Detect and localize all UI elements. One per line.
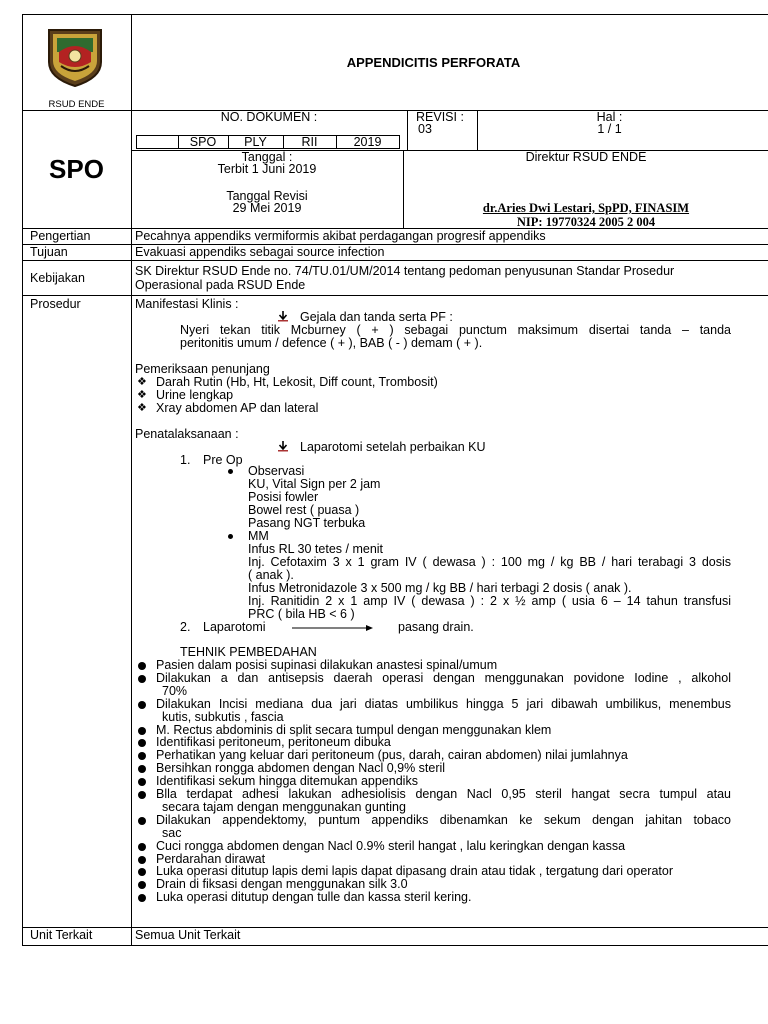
bullet-icon <box>138 675 146 683</box>
laparotomi-result: pasang drain. <box>398 620 474 634</box>
document-title: APPENDICITIS PERFORATA <box>346 55 521 70</box>
bullet-icon <box>138 791 146 799</box>
bullet-icon <box>138 739 146 747</box>
observasi-item: Bowel rest ( puasa ) <box>248 503 360 517</box>
tanggal-revisi-value: 29 Mei 2019 <box>232 201 302 215</box>
penunjang-label: Pemeriksaan penunjang <box>135 362 270 376</box>
teknik-item-line: Dilakukan Incisi mediana dua jari diatas umbilikus hingga 5 jari dibawah umbilikus, menembus <box>156 696 731 711</box>
prosedur-label: Prosedur <box>30 297 81 311</box>
pengertian-value: Pecahnya appendiks vermiformis akibat perdagangan progresif appendiks <box>135 229 546 243</box>
doc-code-rii: RII <box>301 135 318 149</box>
teknik-item-line: Perdarahan dirawat <box>156 851 266 866</box>
gejala-line2: peritonitis umum / defence ( + ), BAB ( - ) demam ( + ). <box>180 336 483 350</box>
mm-item: ( anak ). <box>248 568 294 582</box>
doc-code-ply: PLY <box>244 135 267 149</box>
teknik-item-line: Cuci rongga abdomen dengan Nacl 0.9% steril hangat , lalu keringkan dengan kassa <box>156 838 626 853</box>
tanggal-revisi-label: Tanggal Revisi <box>226 189 308 203</box>
teknik-item-line: Pasien dalam posisi supinasi dilakukan anastesi spinal/umum <box>156 658 498 672</box>
bullet-icon <box>228 469 233 474</box>
teknik-item-line: sac <box>162 825 182 840</box>
mm-item: Infus RL 30 tetes / menit <box>248 542 384 556</box>
pre-op-number: 1. <box>180 453 191 467</box>
bullet-icon <box>138 856 146 864</box>
direktur-label: Direktur RSUD ENDE <box>525 150 647 164</box>
revisi-label: REVISI : <box>416 110 464 124</box>
teknik-item-line: Luka operasi ditutup lapis demi lapis dapat dipasang drain atau tidak , tergatung dari operator <box>156 864 674 879</box>
teknik-item-line: Perhatikan yang keluar dari peritoneum (pus, darah, cairan abdomen) nilai jumlahnya <box>156 748 628 763</box>
penunjang-item: Urine lengkap <box>156 388 234 402</box>
kebijakan-label: Kebijakan <box>30 271 85 285</box>
pre-op-label: Pre Op <box>203 453 243 467</box>
laparotomi-label: Laparotomi <box>203 620 266 634</box>
bullet-icon <box>138 843 146 851</box>
manifestasi-label: Manifestasi Klinis : <box>135 297 239 311</box>
no-dokumen-label: NO. DOKUMEN : <box>220 110 318 124</box>
observasi-label: Observasi <box>248 464 305 478</box>
tanggal-label: Tanggal : <box>241 150 293 164</box>
teknik-item-line: Dilakukan appendektomy, puntum appendiks dibenamkan ke sekum dengan jahitan tobaco <box>156 812 731 827</box>
teknik-item-line: kutis, subkutis , fascia <box>162 709 284 724</box>
mm-item: Inj. Cefotaxim 3 x 1 gram IV ( dewasa ) : 100 mg / kg BB / hari terabagi 3 dosis <box>248 555 731 569</box>
teknik-item-line: Identifikasi peritoneum, peritoneum dibuka <box>156 735 391 750</box>
teknik-item-line: Identifikasi sekum hingga ditemukan appendiks <box>156 774 418 789</box>
diamond-bullet-icon: ❖ <box>137 402 147 414</box>
rsud-ende-emblem-icon <box>43 26 107 88</box>
observasi-item: KU, Vital Sign per 2 jam <box>248 477 381 491</box>
bullet-icon <box>138 817 146 825</box>
down-arrow-bullet-icon <box>278 441 288 452</box>
doc-code-year: 2019 <box>353 135 382 149</box>
mm-item: Inj. Ranitidin 2 x 1 amp IV ( dewasa ) : 2 x ½ amp ( usia 6 – 14 tahun transfusi <box>248 594 731 608</box>
penatalaksanaan-label: Penatalaksanaan : <box>135 427 239 441</box>
kebijakan-line2: Operasional pada RSUD Ende <box>135 278 306 292</box>
teknik-item-line: Blla terdapat adhesi lakukan adhesiolisis dengan Nacl 0,95 steril hangat secra tumpul atau <box>156 787 731 801</box>
right-arrow-icon <box>292 623 374 633</box>
observasi-item: Posisi fowler <box>248 490 319 504</box>
teknik-item-line: 70% <box>162 683 188 698</box>
penunjang-item: Darah Rutin (Hb, Ht, Lekosit, Diff count, Trombosit) <box>156 375 438 389</box>
hal-label: Hal : <box>596 110 623 124</box>
direktur-name: dr.Aries Dwi Lestari, SpPD, FINASIM <box>482 201 690 215</box>
bullet-icon <box>228 534 233 539</box>
tujuan-label: Tujuan <box>30 245 68 259</box>
logo-label: RSUD ENDE <box>48 99 105 110</box>
gejala-line1: Nyeri tekan titik Mcburney ( + ) sebagai punctum maksimum disertai tanda – tanda <box>180 323 731 337</box>
bullet-icon <box>138 868 146 876</box>
penunjang-item: Xray abdomen AP dan lateral <box>156 401 319 415</box>
unit-value: Semua Unit Terkait <box>135 928 241 942</box>
bullet-icon <box>138 778 146 786</box>
bullet-icon <box>138 727 146 735</box>
mm-label: MM <box>248 529 269 543</box>
teknik-item-line: M. Rectus abdominis di split secara tumpul dengan menggunakan klem <box>156 722 552 737</box>
tujuan-value: Evakuasi appendiks sebagai source infection <box>135 245 385 259</box>
laparotomi-number: 2. <box>180 620 191 634</box>
teknik-item-line: Luka operasi ditutup dengan tulle dan kassa steril kering. <box>156 890 472 905</box>
laparotomi-note: Laparotomi setelah perbaikan KU <box>300 440 486 454</box>
bullet-icon <box>138 662 146 670</box>
down-arrow-bullet-icon <box>278 311 288 322</box>
teknik-label: TEHNIK PEMBEDAHAN <box>180 645 317 659</box>
bullet-icon <box>138 752 146 760</box>
bullet-icon <box>138 881 146 889</box>
mm-item: PRC ( bila HB < 6 ) <box>248 607 355 621</box>
teknik-item-line: Bersihkan rongga abdomen dengan Nacl 0,9% steril <box>156 761 446 776</box>
kebijakan-line1: SK Direktur RSUD Ende no. 74/TU.01/UM/2014 tentang pedoman penyusunan Standar Prosedur <box>135 264 675 278</box>
bullet-icon <box>138 701 146 709</box>
gejala-label: Gejala dan tanda serta PF : <box>300 310 453 324</box>
unit-label: Unit Terkait <box>30 928 93 942</box>
spo-label: SPO <box>49 154 104 184</box>
diamond-bullet-icon: ❖ <box>137 389 147 401</box>
bullet-icon <box>138 894 146 902</box>
mm-item: Infus Metronidazole 3 x 500 mg / kg BB / hari terbagi 2 dosis ( anak ). <box>248 581 632 595</box>
bullet-icon <box>138 765 146 773</box>
diamond-bullet-icon: ❖ <box>137 376 147 388</box>
observasi-item: Pasang NGT terbuka <box>248 516 366 530</box>
pengertian-label: Pengertian <box>30 229 91 243</box>
teknik-item-line: secara tajam dengan menggunakan gunting <box>162 799 406 814</box>
logo <box>43 26 107 88</box>
teknik-item-line: Dilakukan a dan antisepsis daerah operasi dengan menggunakan povidone Iodine , alkohol <box>156 670 731 685</box>
teknik-item-line: Drain di fiksasi dengan menggunakan silk 3.0 <box>156 877 408 892</box>
revisi-value: 03 <box>418 122 432 136</box>
hal-value: 1 / 1 <box>597 122 622 136</box>
doc-code-spo: SPO <box>189 135 217 149</box>
tanggal-value: Terbit 1 Juni 2019 <box>217 162 317 176</box>
direktur-nip: NIP: 19770324 2005 2 004 <box>516 215 656 229</box>
